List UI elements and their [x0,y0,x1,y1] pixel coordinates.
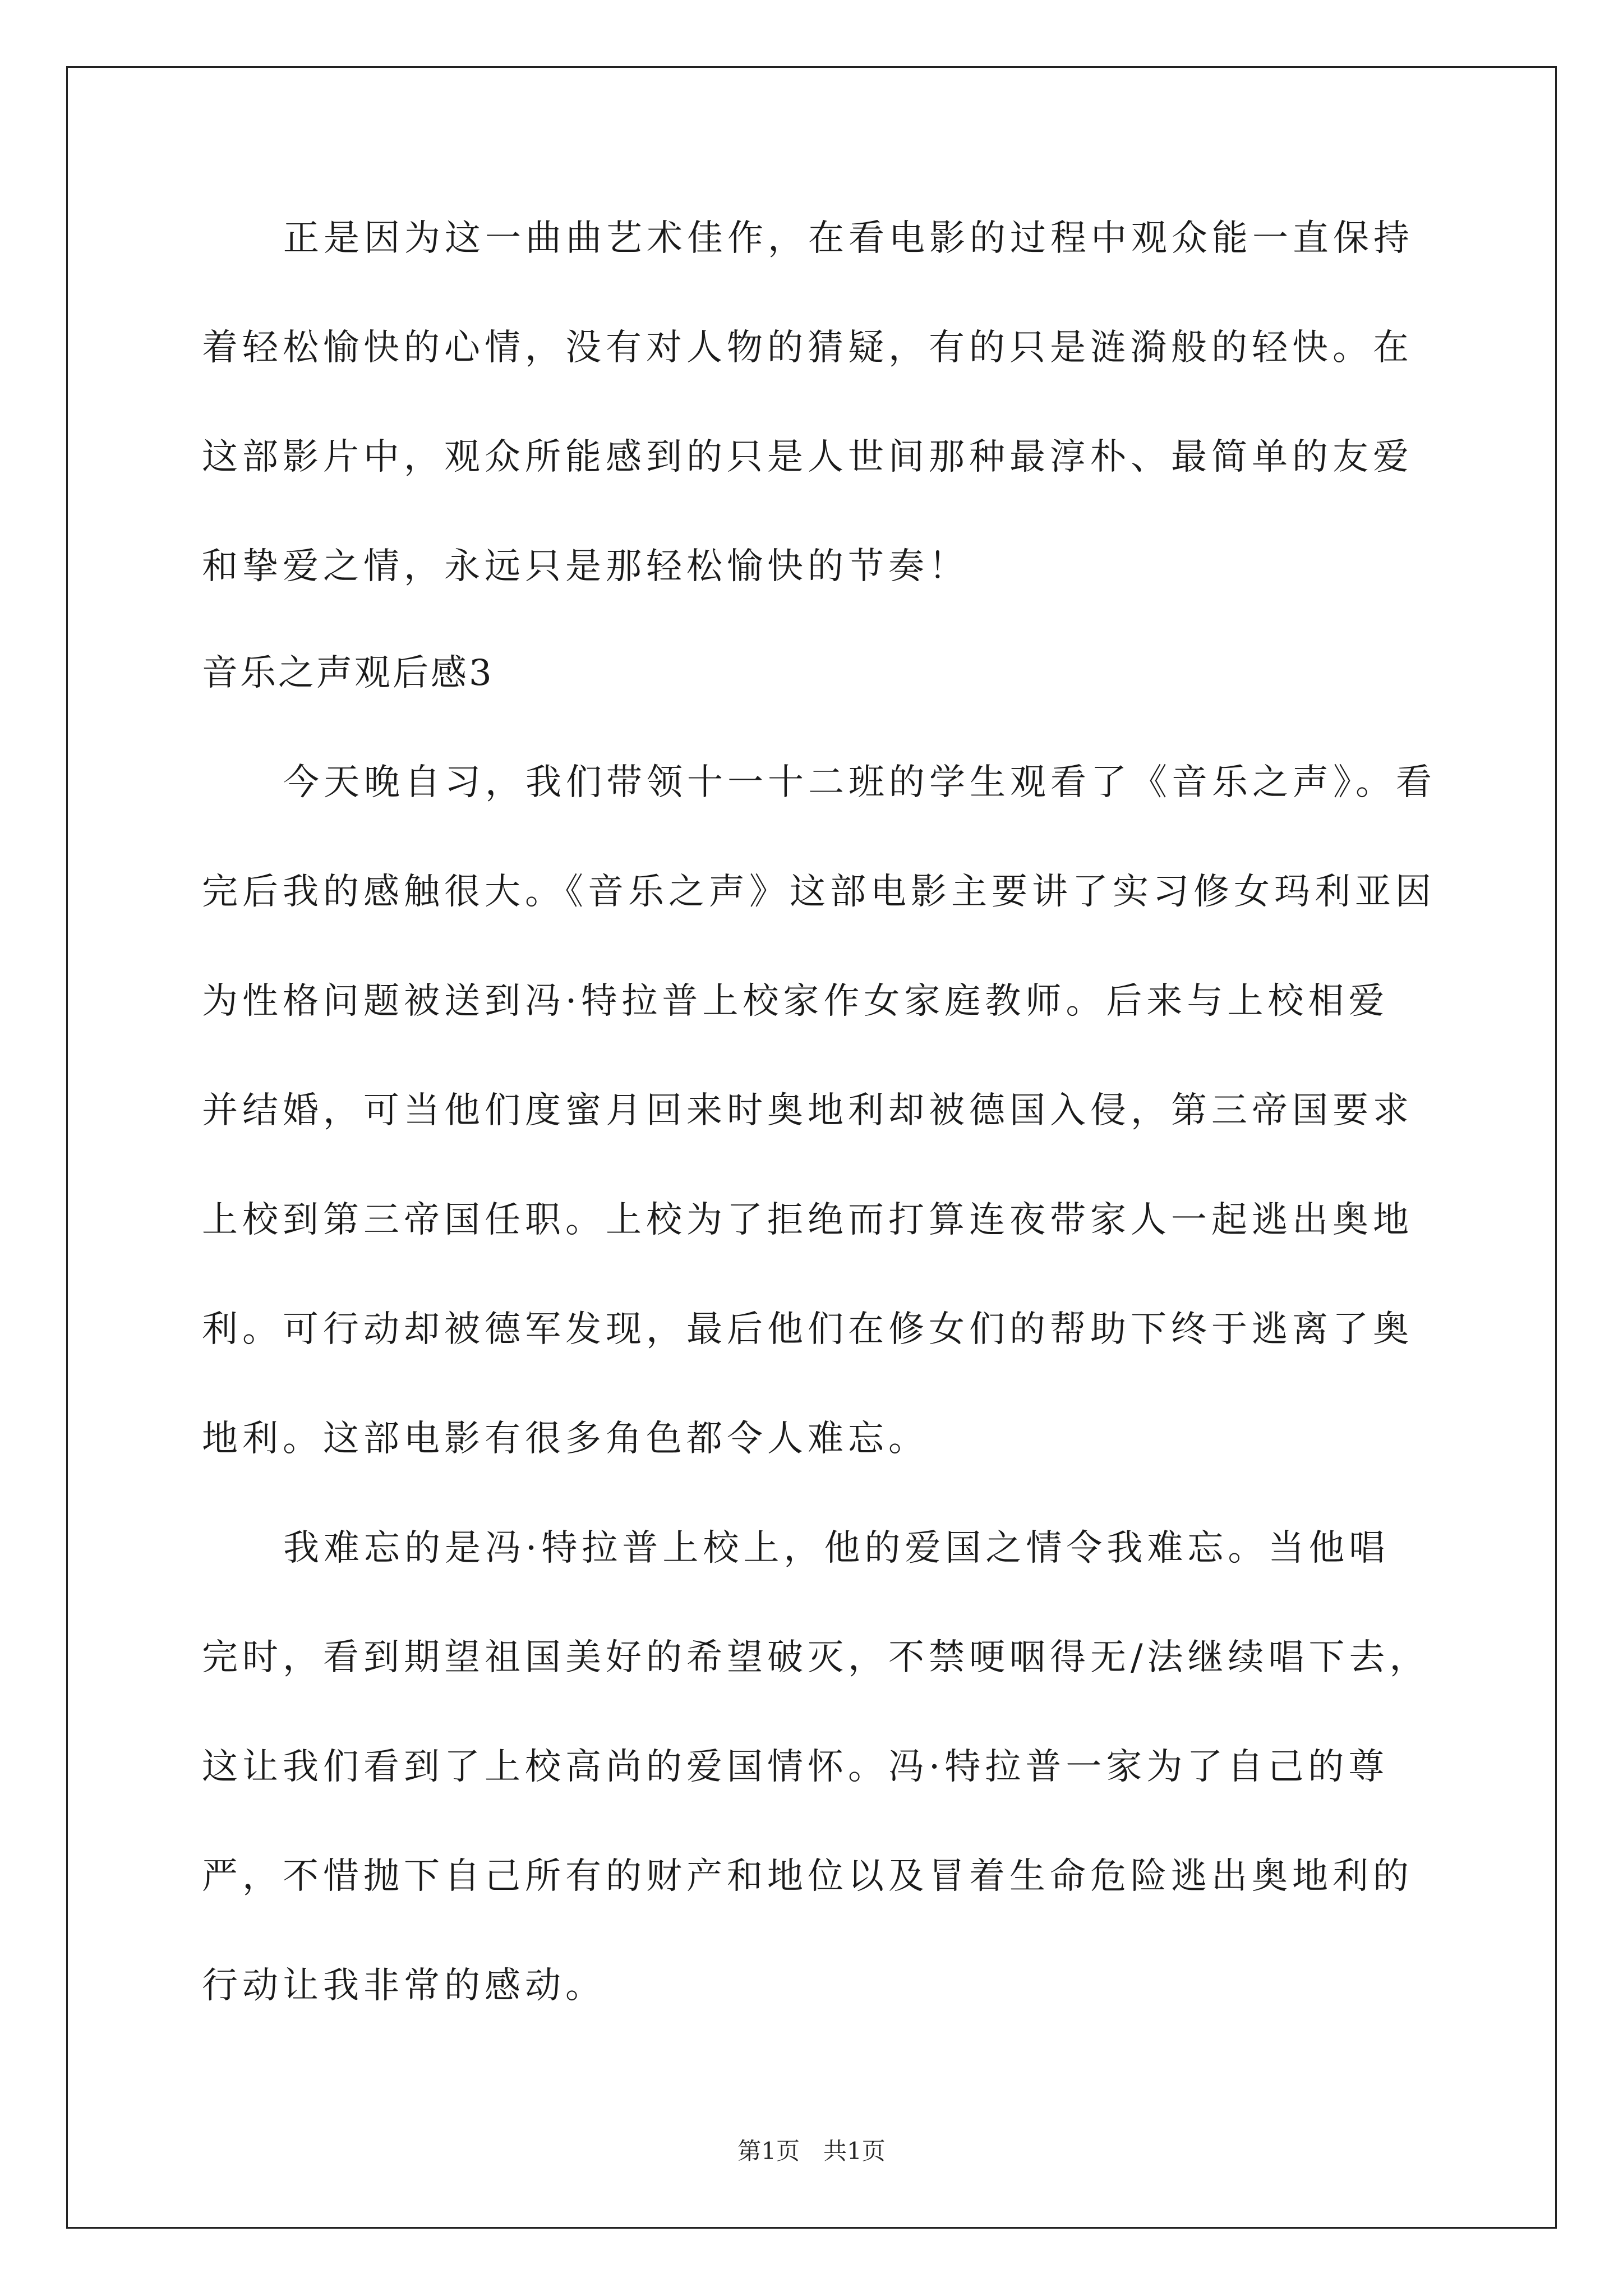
paragraph-2-line-4: 并结婚，可当他们度蜜月回来时奥地利却被德国入侵，第三帝国要求 [202,1090,1413,1131]
paragraph-2-line-3: 为性格问题被送到冯·特拉普上校家作女家庭教师。后来与上校相爱 [202,981,1389,1022]
page-number-label: 第1页 共1页 [737,2137,886,2165]
paragraph-3-line-5: 行动让我非常的感动。 [202,1965,606,2007]
paragraph-2-line-7: 地利。这部电影有很多角色都令人难忘。 [202,1418,929,1460]
paragraph-1-line-3: 这部影片中，观众所能感到的只是人世间那种最淳朴、最简单的友爱 [202,436,1413,478]
paragraph-2-line-1: 今天晚自习，我们带领十一十二班的学生观看了《音乐之声》。看 [283,762,1436,803]
paragraph-3-line-2: 完时，看到期望祖国美好的希望破灭，不禁哽咽得无/法继续唱下去， [202,1637,1430,1678]
paragraph-1-line-2: 着轻松愉快的心情，没有对人物的猜疑，有的只是涟漪般的轻快。在 [202,327,1413,369]
paragraph-3-line-1: 我难忘的是冯·特拉普上校上，他的爱国之情令我难忘。当他唱 [283,1527,1390,1569]
paragraph-3-line-3: 这让我们看到了上校高尚的爱国情怀。冯·特拉普一家为了自己的尊 [202,1746,1389,1788]
paragraph-1-line-4: 和挚爱之情，永远只是那轻松愉快的节奏！ [202,546,969,587]
paragraph-2-line-2: 完后我的感触很大。《音乐之声》这部电影主要讲了实习修女玛利亚因 [202,871,1436,913]
section-heading: 音乐之声观后感3 [202,652,494,694]
paragraph-2-line-5: 上校到第三帝国任职。上校为了拒绝而打算连夜带家人一起逃出奥地 [202,1199,1413,1241]
paragraph-1-line-1: 正是因为这一曲曲艺术佳作，在看电影的过程中观众能一直保持 [283,218,1414,259]
page-border [66,66,1557,2229]
paragraph-3-line-4: 严，不惜抛下自己所有的财产和地位以及冒着生命危险逃出奥地利的 [202,1856,1413,1897]
page-footer [0,2137,1623,2165]
paragraph-2-line-6: 利。可行动却被德军发现，最后他们在修女们的帮助下终于逃离了奥 [202,1309,1413,1350]
